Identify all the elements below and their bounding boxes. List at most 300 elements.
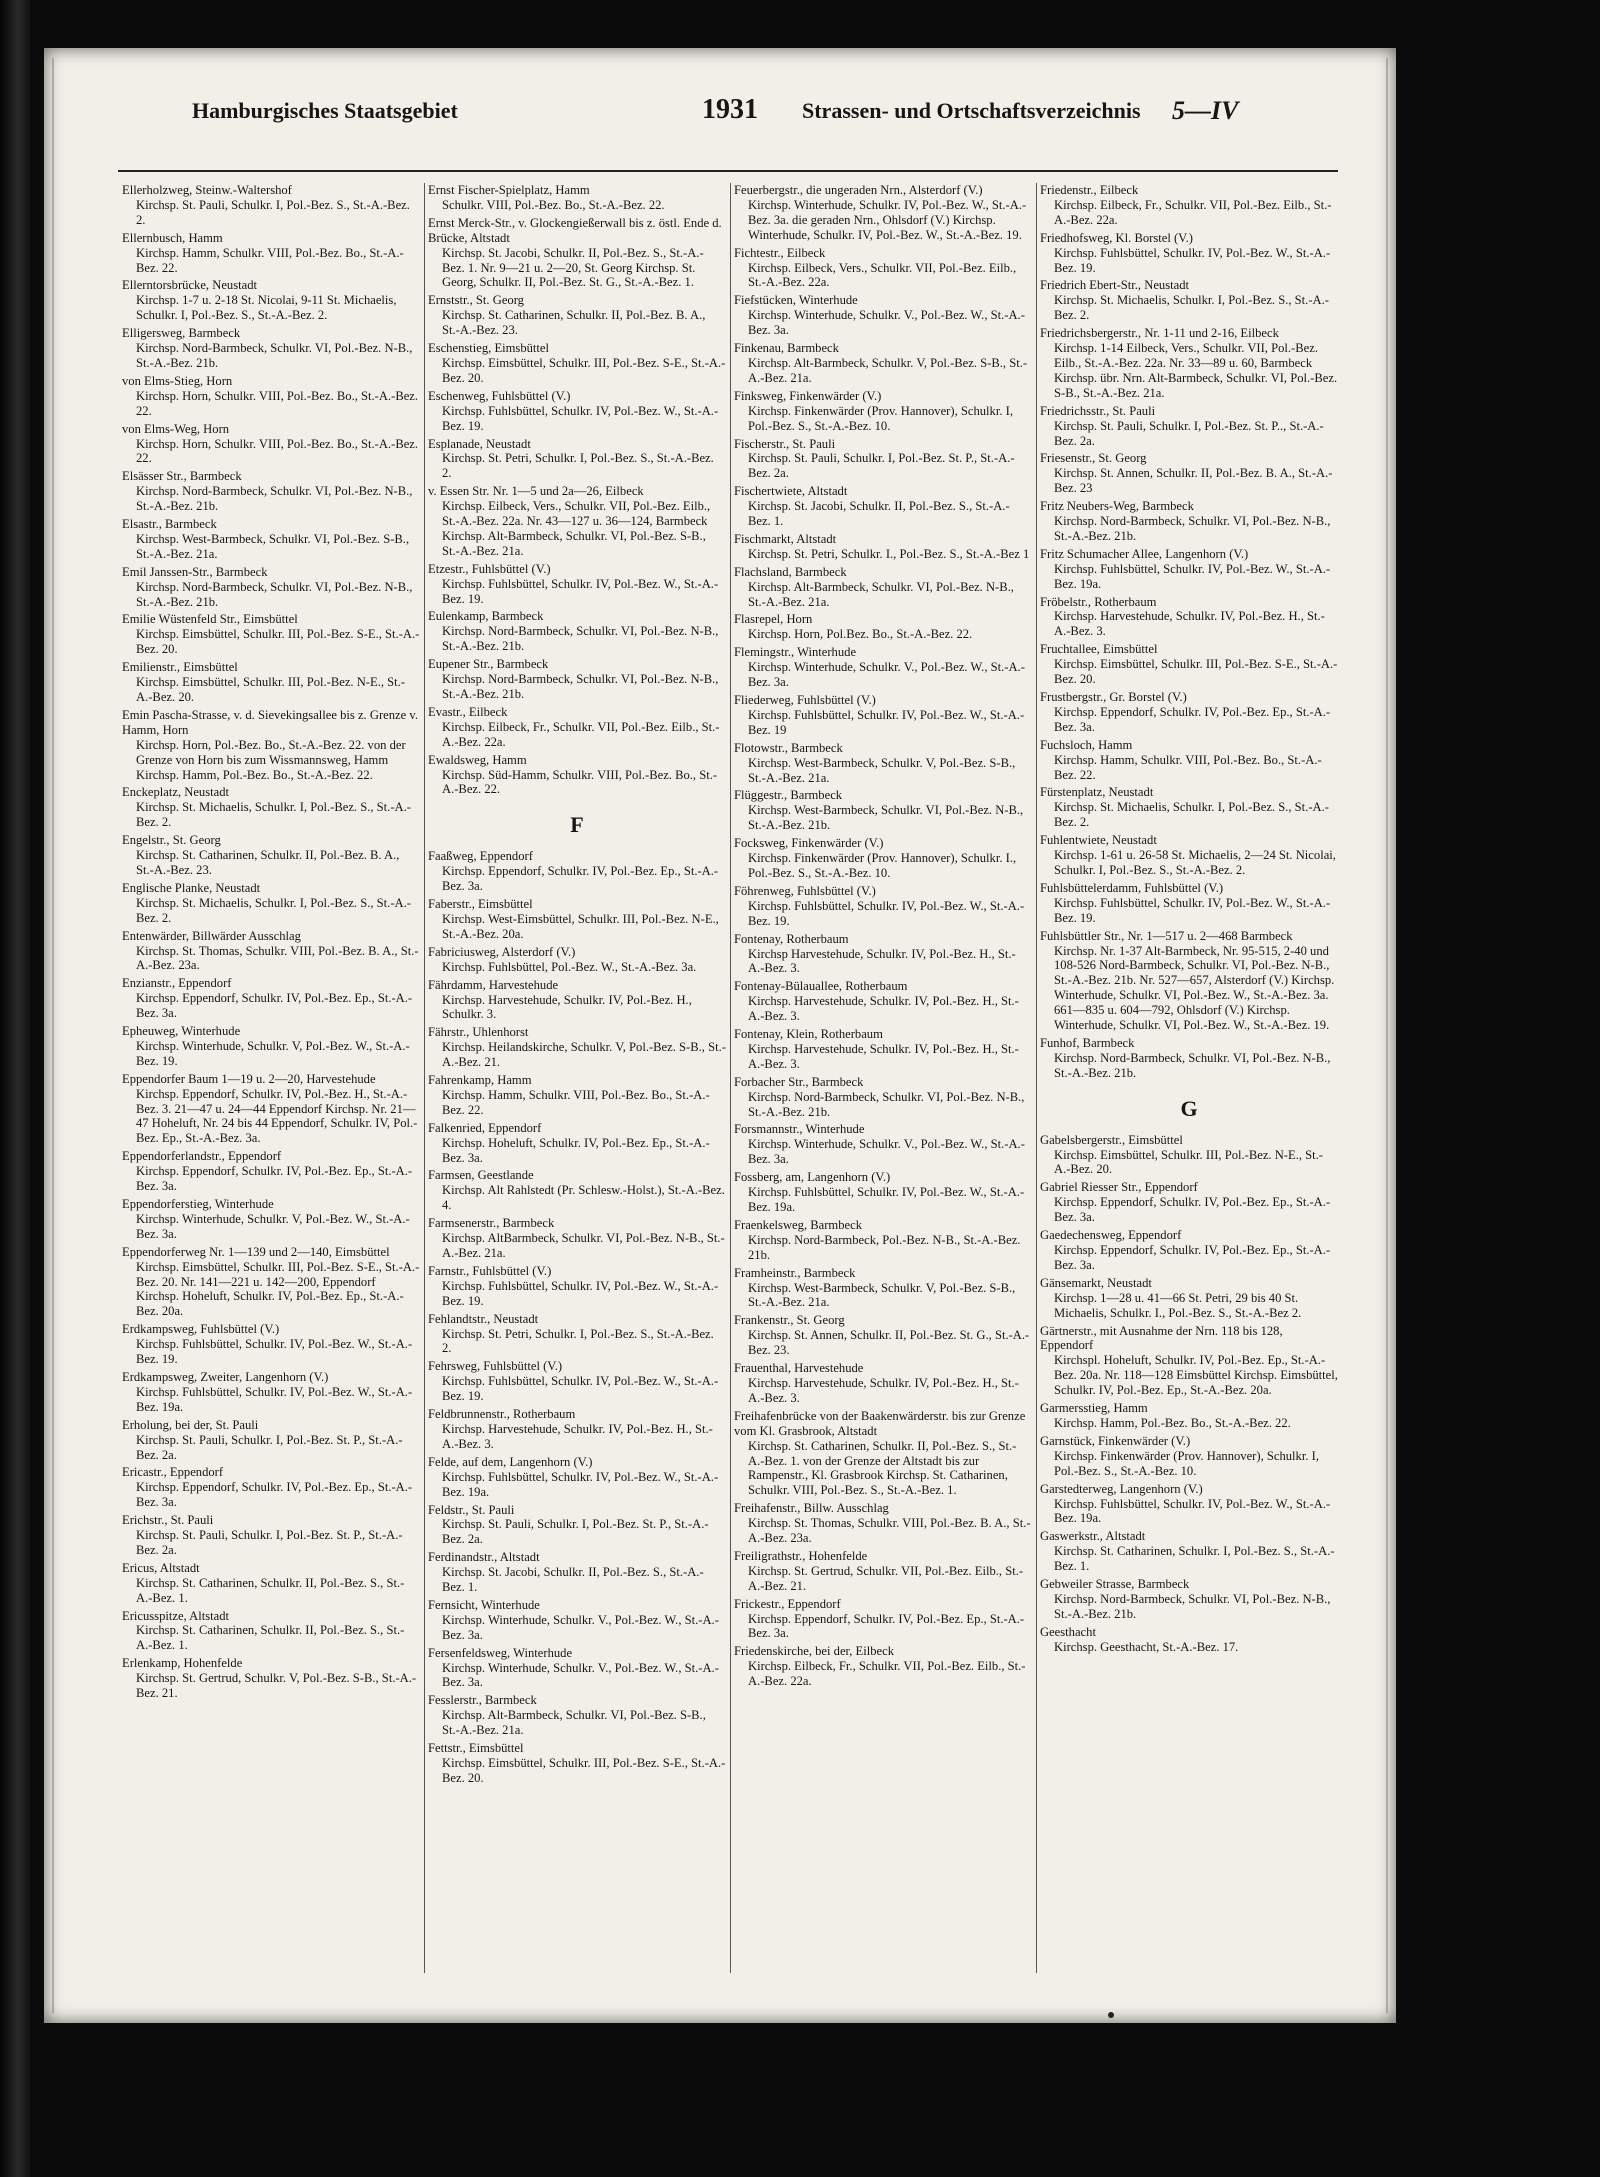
street-name: Epheuweg, Winterhude bbox=[122, 1024, 241, 1039]
street-details: Kirchsp. St. Michaelis, Schulkr. I, Pol.-Bez. S., St.-A.-Bez. 2. bbox=[136, 800, 411, 830]
street-details: Kirchsp. West-Barmbeck, Schulkr. VI, Pol.-Bez. S-B., St.-A.-Bez. 21a. bbox=[136, 531, 410, 561]
street-name: Fichtestr., Eilbeck bbox=[734, 245, 826, 260]
street-entry bbox=[734, 1409, 1032, 1498]
street-details: Kirchsp. Eilbeck, Fr., Schulkr. VII, Pol.-Bez. Eilb., St.-A.-Bez. 22a. bbox=[748, 1659, 1026, 1689]
street-name: Friedrich Ebert-Str., Neustadt bbox=[1040, 278, 1189, 293]
ink-dot bbox=[1108, 2012, 1114, 2018]
street-name: Farnstr., Fuhlsbüttel (V.) bbox=[428, 1263, 552, 1278]
street-details: Kirchsp. Harvestehude, Schulkr. IV, Pol.-Bez. H., St.-A.-Bez. 3. bbox=[748, 1041, 1019, 1071]
street-entry bbox=[428, 437, 726, 482]
street-name: Fährstr., Uhlenhorst bbox=[428, 1025, 529, 1040]
street-name: Finksweg, Finkenwärder (V.) bbox=[734, 388, 882, 403]
street-details: Kirchsp. West-Barmbeck, Schulkr. V, Pol.-Bez. S-B., St.-A.-Bez. 21a. bbox=[748, 755, 1016, 785]
street-details: Kirchsp. Fuhlsbüttel, Schulkr. IV, Pol.-Bez. W., St.-A.-Bez. 19. bbox=[1054, 245, 1331, 275]
street-name: Garstedterweg, Langenhorn (V.) bbox=[1040, 1481, 1203, 1496]
street-name: Esplanade, Neustadt bbox=[428, 436, 531, 451]
street-details: Kirchsp. Eppendorf, Schulkr. IV, Pol.-Bez. Ep., St.-A.-Bez. 3a. bbox=[136, 1480, 413, 1510]
street-entry bbox=[122, 612, 420, 657]
street-name: von Elms-Weg, Horn bbox=[122, 421, 230, 436]
street-name: Fraenkelsweg, Barmbeck bbox=[734, 1217, 862, 1232]
street-details: Kirchsp. Eilbeck, Vers., Schulkr. VII, Pol.-Bez. Eilb., St.-A.-Bez. 22a. bbox=[748, 260, 1017, 290]
street-details: Kirchsp. Nord-Barmbeck, Schulkr. VI, Pol.-Bez. N-B., St.-A.-Bez. 21b. bbox=[136, 484, 413, 514]
street-details: Kirchsp. Fuhlsbüttel, Schulkr. IV, Pol.-Bez. W., St.-A.-Bez. 19a. bbox=[442, 1469, 719, 1499]
street-details: Kirchsp. Nord-Barmbeck, Schulkr. VI, Pol.-Bez. N-B., St.-A.-Bez. 21b. bbox=[442, 672, 719, 701]
street-entry bbox=[428, 1407, 726, 1452]
street-name: Ernst Merck-Str., v. Glockengießerwall bis z. östl. Ende d. Brücke, Altstadt bbox=[428, 215, 722, 245]
street-entry bbox=[1040, 642, 1338, 687]
page-header bbox=[192, 94, 1340, 136]
street-entry bbox=[734, 1266, 1032, 1311]
street-details: Kirchsp. Fuhlsbüttel, Schulkr. IV, Pol.-Bez. W., St.-A.-Bez. 19. bbox=[442, 576, 719, 606]
street-name: Falkenried, Eppendorf bbox=[428, 1120, 542, 1135]
street-name: Eschenweg, Fuhlsbüttel (V.) bbox=[428, 388, 571, 403]
street-name: Gabriel Riesser Str., Eppendorf bbox=[1040, 1180, 1198, 1195]
street-name: Friedenstr., Eilbeck bbox=[1040, 183, 1139, 197]
street-name: Fruchtallee, Eimsbüttel bbox=[1040, 642, 1158, 657]
film-edge bbox=[0, 0, 30, 2177]
street-name: Fesslerstr., Barmbeck bbox=[428, 1693, 537, 1708]
street-details: Kirchsp. Eilbeck, Vers., Schulkr. VII, Pol.-Bez. Eilb., St.-A.-Bez. 22a. Nr. 43—127 u. 36—124, Barmbeck Kirchsp. Alt-Barmbeck, Schulkr. VI, Pol.-Bez. S-B., St.-A.-Bez. 21a. bbox=[442, 499, 711, 558]
street-details: Kirchsp. Nord-Barmbeck, Schulkr. VI, Pol.-Bez. N-B., St.-A.-Bez. 21b. bbox=[136, 579, 413, 609]
street-entry bbox=[1040, 1482, 1338, 1527]
street-name: Fischerstr., St. Pauli bbox=[734, 436, 836, 451]
street-entry bbox=[1040, 929, 1338, 1033]
street-details: Kirchsp. St. Michaelis, Schulkr. I, Pol.-Bez. S., St.-A.-Bez. 2. bbox=[1054, 293, 1329, 323]
street-entry bbox=[428, 484, 726, 559]
street-details: Kirchsp. St. Petri, Schulkr. I., Pol.-Bez. S., St.-A.-Bez 1 bbox=[748, 546, 1030, 561]
street-entry bbox=[122, 976, 420, 1021]
street-entry bbox=[122, 1609, 420, 1654]
street-details: Kirchsp. Nord-Barmbeck, Schulkr. VI, Pol.-Bez. N-B., St.-A.-Bez. 21b. bbox=[442, 624, 719, 654]
street-entry bbox=[122, 422, 420, 467]
street-name: Felde, auf dem, Langenhorn (V.) bbox=[428, 1454, 593, 1469]
street-name: Funhof, Barmbeck bbox=[1040, 1035, 1135, 1050]
street-entry bbox=[428, 657, 726, 702]
street-name: Fiefstücken, Winterhude bbox=[734, 293, 858, 308]
street-entry bbox=[734, 532, 1032, 562]
street-entry bbox=[428, 293, 726, 338]
street-details: Kirchsp. St. Catharinen, Schulkr. II, Pol.-Bez. S., St.-A.-Bez. 1. von der Grenze der Altstadt bis zur Rampenstr., Kl. Grasbrook Kirchsp. St. Catharinen, Schulkr. VIII, Pol.-Bez. S., St.-A.-Bez. 1. bbox=[748, 1438, 1017, 1498]
street-name: Gabelsbergerstr., Eimsbüttel bbox=[1040, 1132, 1183, 1147]
street-details: Kirchsp. Fuhlsbüttel, Schulkr. IV, Pol.-Bez. W., St.-A.-Bez. 19a. bbox=[748, 1185, 1025, 1214]
street-name: Englische Planke, Neustadt bbox=[122, 880, 261, 895]
street-entry bbox=[734, 484, 1032, 529]
street-name: Emil Janssen-Str., Barmbeck bbox=[122, 564, 268, 579]
street-name: Fontenay, Rotherbaum bbox=[734, 931, 849, 946]
street-details: Kirchsp. Hamm, Schulkr. VIII, Pol.-Bez. Bo., St.-A.-Bez. 22. bbox=[442, 1087, 710, 1117]
street-name: Farmsenerstr., Barmbeck bbox=[428, 1216, 555, 1231]
street-entry bbox=[1040, 499, 1338, 544]
street-entry bbox=[122, 565, 420, 610]
street-name: Erholung, bei der, St. Pauli bbox=[122, 1417, 259, 1432]
street-entry bbox=[122, 231, 420, 276]
street-details: Kirchsp. St. Annen, Schulkr. II, Pol.-Bez. B. A., St.-A.-Bez. 23 bbox=[1054, 466, 1333, 496]
street-entry bbox=[122, 881, 420, 926]
street-details: Kirchsp. Eimsbüttel, Schulkr. III, Pol.-Bez. S-E., St.-A.-Bez. 20. bbox=[442, 1756, 726, 1785]
street-details: Kirchsp. Eppendorf, Schulkr. IV, Pol.-Bez. Ep., St.-A.-Bez. 3a. bbox=[1054, 1195, 1331, 1225]
street-entry bbox=[1040, 595, 1338, 640]
street-entry bbox=[734, 565, 1032, 610]
street-details: Kirchsp. St. Thomas, Schulkr. VIII, Pol.-Bez. B. A., St.-A.-Bez. 23a. bbox=[748, 1516, 1031, 1546]
street-details: Kirchsp. AltBarmbeck, Schulkr. VI, Pol.-Bez. N-B., St.-A.-Bez. 21a. bbox=[442, 1231, 725, 1260]
street-name: Fabriciusweg, Alsterdorf (V.) bbox=[428, 944, 576, 959]
street-entry bbox=[734, 741, 1032, 786]
street-entry bbox=[734, 1597, 1032, 1642]
column-4 bbox=[1040, 183, 1338, 1983]
header-page-number: 5—IV bbox=[1172, 96, 1239, 125]
street-entry bbox=[1040, 1577, 1338, 1622]
street-details: Kirchsp. Harvestehude, Schulkr. IV, Pol.-Bez. H., St.-A.-Bez. 3. bbox=[748, 1375, 1019, 1405]
header-title-right: Strassen- und Ortschaftsverzeichnis bbox=[802, 98, 1141, 123]
street-details: Kirchsp. Fuhlsbüttel, Schulkr. IV, Pol.-Bez. W., St.-A.-Bez. 19. bbox=[748, 898, 1025, 928]
street-details: Kirchsp. Nord-Barmbeck, Schulkr. VI, Pol.-Bez. N-B., St.-A.-Bez. 21b. bbox=[1054, 514, 1331, 543]
street-entry bbox=[122, 1465, 420, 1510]
street-entry bbox=[734, 341, 1032, 386]
street-entry bbox=[428, 1168, 726, 1213]
street-details: Kirchsp. St. Thomas, Schulkr. VIII, Pol.-Bez. B. A., St.-A.-Bez. 23a. bbox=[136, 943, 419, 973]
street-entry bbox=[734, 1218, 1032, 1263]
street-name: Emin Pascha-Strasse, v. d. Sievekingsallee bis z. Grenze v. Hamm, Horn bbox=[122, 707, 418, 737]
directory-columns bbox=[122, 183, 1342, 1983]
street-entry bbox=[428, 609, 726, 654]
section-letter: G bbox=[1180, 1095, 1198, 1121]
street-name: Ellernbusch, Hamm bbox=[122, 230, 223, 245]
street-name: Fritz Schumacher Allee, Langenhorn (V.) bbox=[1040, 546, 1249, 561]
street-entry bbox=[1040, 1036, 1338, 1081]
street-name: Fährdamm, Harvestehude bbox=[428, 977, 559, 992]
street-entry bbox=[734, 437, 1032, 482]
street-details: Kirchsp. Fuhlsbüttel, Schulkr. IV, Pol.-Bez. W., St.-A.-Bez. 19. bbox=[442, 1374, 719, 1404]
street-entry bbox=[122, 1656, 420, 1701]
street-name: Friedrichsbergerstr., Nr. 1-11 und 2-16, Eilbeck bbox=[1040, 326, 1279, 341]
street-name: Flemingstr., Winterhude bbox=[734, 645, 857, 660]
street-details: Kirchsp. Winterhude, Schulkr. V., Pol.-Bez. W., St.-A.-Bez. 3a. bbox=[748, 660, 1025, 690]
street-name: Eppendorferlandstr., Eppendorf bbox=[122, 1149, 282, 1164]
street-name: Enzianstr., Eppendorf bbox=[122, 976, 232, 991]
street-entry bbox=[428, 1741, 726, 1786]
street-details: Kirchsp. Winterhude, Schulkr. V., Pol.-Bez. W., St.-A.-Bez. 3a. bbox=[748, 1137, 1025, 1167]
street-name: von Elms-Stieg, Horn bbox=[122, 373, 233, 388]
street-entry bbox=[122, 785, 420, 830]
street-entry bbox=[1040, 881, 1338, 926]
section-letter: F bbox=[570, 812, 584, 838]
street-entry bbox=[428, 341, 726, 386]
street-name: Fernsicht, Winterhude bbox=[428, 1597, 540, 1612]
street-details: Kirchsp. St. Pauli, Schulkr. I, Pol.-Bez. St. P., St.-A.-Bez. 2a. bbox=[442, 1517, 709, 1547]
street-details: Kirchsp. Harvestehude, Schulkr. IV, Pol.-Bez. H., Schulkr. 3. bbox=[442, 992, 692, 1022]
street-details: Kirchsp. Fuhlsbüttel, Schulkr. IV, Pol.-Bez. W., St.-A.-Bez. 19. bbox=[1054, 895, 1331, 925]
street-details: Kirchsp. Horn, Schulkr. VIII, Pol.-Bez. Bo., St.-A.-Bez. 22. bbox=[136, 436, 419, 466]
street-name: Framheinstr., Barmbeck bbox=[734, 1265, 856, 1280]
street-details: Kirchsp. Geesthacht, St.-A.-Bez. 17. bbox=[1054, 1639, 1239, 1654]
street-entry bbox=[428, 1359, 726, 1404]
street-name: Ferdinandstr., Altstadt bbox=[428, 1550, 540, 1565]
street-name: Faberstr., Eimsbüttel bbox=[428, 897, 533, 912]
street-name: Eppendorfer Baum 1—19 u. 2—20, Harvestehude bbox=[122, 1071, 376, 1086]
street-name: Eppendorferstieg, Winterhude bbox=[122, 1197, 274, 1211]
street-name: Flotowstr., Barmbeck bbox=[734, 740, 843, 755]
street-entry bbox=[1040, 690, 1338, 735]
street-entry bbox=[122, 1197, 420, 1242]
street-details: Kirchsp. Alt-Barmbeck, Schulkr. V, Pol.-Bez. S-B., St.-A.-Bez. 21a. bbox=[748, 355, 1028, 385]
street-details: Kirchsp. Fuhlsbüttel, Schulkr. IV, Pol.-Bez. W., St.-A.-Bez. 19 bbox=[748, 707, 1025, 737]
street-details: Kirchsp. West-Eimsbüttel, Schulkr. III, Pol.-Bez. N-E., St.-A.-Bez. 20a. bbox=[442, 911, 719, 941]
street-details: Kirchsp. Nord-Barmbeck, Schulkr. VI, Pol.-Bez. N-B., St.-A.-Bez. 21b. bbox=[748, 1089, 1025, 1119]
street-entry bbox=[428, 1550, 726, 1595]
street-details: Kirchsp. Winterhude, Schulkr. V., Pol.-Bez. W., St.-A.-Bez. 3a. bbox=[748, 308, 1025, 338]
street-entry bbox=[734, 932, 1032, 977]
street-details: Kirchsp. Finkenwärder (Prov. Hannover), Schulkr. I, Pol.-Bez. S., St.-A.-Bez. 10. bbox=[1054, 1448, 1319, 1478]
street-details: Kirchsp. Fuhlsbüttel, Pol.-Bez. W., St.-A.-Bez. 3a. bbox=[442, 959, 697, 974]
street-entry bbox=[428, 183, 726, 213]
street-name: Gaswerkstr., Altstadt bbox=[1040, 1529, 1146, 1544]
street-entry bbox=[734, 645, 1032, 690]
street-entry bbox=[1040, 1434, 1338, 1479]
street-details: Kirchsp. Alt-Barmbeck, Schulkr. VI, Pol.-Bez. N-B., St.-A.-Bez. 21a. bbox=[748, 579, 1014, 609]
street-entry bbox=[428, 849, 726, 894]
street-details: Kirchsp. Horn, Pol.-Bez. Bo., St.-A.-Bez. 22. von der Grenze von Horn bis zum Wissmannsweg, Hamm Kirchsp. Hamm, Pol.-Bez. Bo., St.-A.-Bez. 22. bbox=[136, 737, 406, 782]
street-name: Fritz Neubers-Weg, Barmbeck bbox=[1040, 499, 1194, 514]
street-entry bbox=[734, 1075, 1032, 1120]
street-name: Freiligrathstr., Hohenfelde bbox=[734, 1548, 868, 1563]
street-name: Emilie Wüstenfeld Str., Eimsbüttel bbox=[122, 612, 298, 627]
street-name: Forsmannstr., Winterhude bbox=[734, 1122, 865, 1137]
street-name: Gaedechensweg, Eppendorf bbox=[1040, 1228, 1182, 1243]
street-details: Kirchsp. Nord-Barmbeck, Schulkr. VI, Pol.-Bez. N-B., St.-A.-Bez. 21b. bbox=[1054, 1591, 1331, 1621]
street-entry bbox=[122, 1418, 420, 1463]
street-details: Kirchsp. St. Jacobi, Schulkr. II, Pol.-Bez. S., St.-A.-Bez. 1. Nr. 9—21 u. 2—20, St. Georg Kirchsp. St. Georg, Schulkr. II, Pol.-Bez. St. G., St.-A.-Bez. 1. bbox=[442, 245, 704, 290]
street-name: Fuhlentwiete, Neustadt bbox=[1040, 833, 1157, 848]
street-name: Freihafenbrücke von der Baakenwärderstr. bis zur Grenze vom Kl. Grasbrook, Altstadt bbox=[734, 1408, 1026, 1438]
street-name: Focksweg, Finkenwärder (V.) bbox=[734, 836, 884, 851]
street-entry bbox=[122, 517, 420, 562]
street-entry bbox=[428, 1264, 726, 1309]
street-name: Frauenthal, Harvestehude bbox=[734, 1361, 864, 1376]
street-details: Kirchsp. St. Catharinen, Schulkr. II, Pol.-Bez. B. A., St.-A.-Bez. 23. bbox=[442, 308, 706, 338]
street-name: Ernststr., St. Georg bbox=[428, 293, 524, 308]
street-details: Kirchsp. Alt-Barmbeck, Schulkr. VI, Pol.-Bez. S-B., St.-A.-Bez. 21a. bbox=[442, 1708, 706, 1738]
street-details: Kirchsp. St. Pauli, Schulkr. I, Pol.-Bez. St. P., St.-A.-Bez. 2a. bbox=[136, 1432, 403, 1462]
street-details: Kirchsp. Nord-Barmbeck, Pol.-Bez. N-B., St.-A.-Bez. 21b. bbox=[748, 1232, 1021, 1262]
header-rule bbox=[118, 170, 1338, 172]
street-name: Garnstück, Finkenwärder (V.) bbox=[1040, 1433, 1191, 1448]
header-title-left: Hamburgisches Staatsgebiet bbox=[192, 98, 458, 123]
street-details: Kirchsp. Eppendorf, Schulkr. IV, Pol.-Bez. Ep., St.-A.-Bez. 3a. bbox=[442, 864, 719, 894]
street-details: Kirchsp. Heilandskirche, Schulkr. V, Pol.-Bez. S-B., St.-A.-Bez. 21. bbox=[442, 1040, 726, 1070]
street-name: Ericus, Altstadt bbox=[122, 1560, 200, 1575]
street-name: Erlenkamp, Hohenfelde bbox=[122, 1656, 243, 1671]
street-entry bbox=[122, 1024, 420, 1069]
street-details: Kirchsp. Eppendorf, Schulkr. IV, Pol.-Bez. Ep., St.-A.-Bez. 3a. bbox=[136, 991, 413, 1021]
street-entry bbox=[428, 1121, 726, 1166]
street-entry bbox=[734, 1313, 1032, 1358]
street-entry bbox=[1040, 1276, 1338, 1321]
street-details: Kirchsp. Fuhlsbüttel, Schulkr. IV, Pol.-Bez. W., St.-A.-Bez. 19. bbox=[136, 1337, 413, 1367]
street-entry bbox=[1040, 326, 1338, 401]
street-name: Gänsemarkt, Neustadt bbox=[1040, 1275, 1152, 1290]
street-details: Kirchsp. St. Jacobi, Schulkr. II, Pol.-Bez. S., St.-A.-Bez. 1. bbox=[748, 499, 1010, 529]
street-details: Kirchsp. 1—28 u. 41—66 St. Petri, 29 bis 40 St. Michaelis, Schulkr. I., Pol.-Bez. S., St.-A.-Bez 2. bbox=[1054, 1290, 1302, 1320]
street-details: Kirchsp. Harvestehude, Schulkr. IV, Pol.-Bez. H., St.-A.-Bez. 3. bbox=[748, 994, 1019, 1024]
street-details: Kirchsp. Süd-Hamm, Schulkr. VIII, Pol.-Bez. Bo., St.-A.-Bez. 22. bbox=[442, 767, 718, 797]
street-details: Kirchsp. St. Jacobi, Schulkr. II, Pol.-Bez. S., St.-A.-Bez. 1. bbox=[442, 1565, 704, 1595]
street-details: Kirchsp. St. Catharinen, Schulkr. II, Pol.-Bez. B. A., St.-A.-Bez. 23. bbox=[136, 848, 400, 877]
street-details: Kirchsp. Harvestehude, Schulkr. IV, Pol.-Bez. H., St.-A.-Bez. 3. bbox=[442, 1421, 713, 1451]
street-details: Kirchsp. St. Michaelis, Schulkr. I, Pol.-Bez. S., St.-A.-Bez. 2. bbox=[136, 895, 411, 925]
street-entry bbox=[428, 562, 726, 607]
street-details: Kirchsp. Eppendorf, Schulkr. IV, Pol.-Bez. Ep., St.-A.-Bez. 3a. bbox=[1054, 704, 1331, 734]
street-details: Kirchsp. Eppendorf, Schulkr. IV, Pol.-Bez. Ep., St.-A.-Bez. 3a. bbox=[136, 1164, 413, 1194]
street-entry bbox=[1040, 1228, 1338, 1273]
street-details: Kirchsp. West-Barmbeck, Schulkr. VI, Pol.-Bez. N-B., St.-A.-Bez. 21b. bbox=[748, 803, 1024, 833]
street-name: Fröbelstr., Rotherbaum bbox=[1040, 594, 1157, 609]
street-details: Schulkr. VIII, Pol.-Bez. Bo., St.-A.-Bez. 22. bbox=[442, 197, 665, 212]
street-name: Fuchsloch, Hamm bbox=[1040, 737, 1133, 752]
street-details: Kirchsp. Eppendorf, Schulkr. IV, Pol.-Bez. Ep., St.-A.-Bez. 3a. bbox=[748, 1611, 1025, 1641]
street-name: Feldstr., St. Pauli bbox=[428, 1502, 515, 1517]
street-name: Gebweiler Strasse, Barmbeck bbox=[1040, 1577, 1190, 1592]
street-entry bbox=[428, 705, 726, 750]
street-name: Enckeplatz, Neustadt bbox=[122, 785, 230, 800]
street-details: Kirchsp. St. Annen, Schulkr. II, Pol.-Bez. St. G., St.-A.-Bez. 23. bbox=[748, 1328, 1030, 1358]
street-entry bbox=[1040, 833, 1338, 878]
street-name: Gärtnerstr., mit Ausnahme der Nrn. 118 bis 128, Eppendorf bbox=[1040, 1323, 1283, 1353]
street-name: Frankenstr., St. Georg bbox=[734, 1313, 845, 1328]
street-details: Kirchsp. Alt Rahlstedt (Pr. Schlesw.-Holst.), St.-A.-Bez. 4. bbox=[442, 1183, 725, 1213]
street-name: Erdkampsweg, Fuhlsbüttel (V.) bbox=[122, 1322, 280, 1337]
street-details: Kirchsp. Eimsbüttel, Schulkr. III, Pol.-Bez. S-E., St.-A.-Bez. 20. bbox=[442, 355, 726, 385]
street-name: Feldbrunnenstr., Rotherbaum bbox=[428, 1407, 576, 1422]
street-entry bbox=[428, 389, 726, 434]
street-entry bbox=[1040, 1180, 1338, 1225]
street-entry bbox=[1040, 785, 1338, 830]
street-name: Farmsen, Geestlande bbox=[428, 1168, 534, 1183]
street-name: Erdkampsweg, Zweiter, Langenhorn (V.) bbox=[122, 1369, 329, 1384]
street-entry bbox=[1040, 1324, 1338, 1399]
street-name: Ellerntorsbrücke, Neustadt bbox=[122, 278, 257, 293]
street-entry bbox=[428, 1503, 726, 1548]
street-name: Fettstr., Eimsbüttel bbox=[428, 1741, 524, 1756]
street-entry bbox=[122, 374, 420, 419]
street-entry bbox=[428, 1646, 726, 1691]
street-name: v. Essen Str. Nr. 1—5 und 2a—26, Eilbeck bbox=[428, 484, 644, 499]
street-name: Fuhlsbüttelerdamm, Fuhlsbüttel (V.) bbox=[1040, 880, 1224, 895]
street-details: Kirchsp. Nr. 1-37 Alt-Barmbeck, Nr. 95-515, 2-40 und 108-526 Nord-Barmbeck, Schulkr. VI, Pol.-Bez. N-B., St.-A.-Bez. 21b. Nr. 527—657, Alsterdorf (V.) Kirchsp. Winterhude, Schulkr. VI, Pol.-Bez. W., St.-A.-Bez. 3a. 661—835 u. 604—792, Ohlsdorf (V.) Kirchsp. Winterhude, Schulkr. VI, Pol.-Bez. W., St.-A.-Bez. 19. bbox=[1054, 943, 1335, 1033]
street-entry bbox=[734, 1170, 1032, 1215]
street-entry bbox=[122, 183, 420, 228]
street-entry bbox=[734, 979, 1032, 1024]
street-entry bbox=[734, 612, 1032, 642]
street-entry bbox=[122, 1513, 420, 1558]
street-details: Kirchsp. St. Petri, Schulkr. I, Pol.-Bez. S., St.-A.-Bez. 2. bbox=[442, 451, 714, 481]
street-details: Kirchsp. Fuhlsbüttel, Schulkr. IV, Pol.-Bez. W., St.-A.-Bez. 19. bbox=[442, 403, 719, 433]
street-name: Faaßweg, Eppendorf bbox=[428, 849, 533, 864]
street-details: Kirchsp. 1-61 u. 26-58 St. Michaelis, 2—24 St. Nicolai, Schulkr. I, Pol.-Bez. S., St.-A.-Bez. 2. bbox=[1054, 848, 1336, 877]
street-entry bbox=[428, 1216, 726, 1261]
street-name: Föhrenweg, Fuhlsbüttel (V.) bbox=[734, 883, 876, 898]
street-name: Ewaldsweg, Hamm bbox=[428, 752, 527, 767]
street-entry bbox=[734, 1501, 1032, 1546]
street-entry bbox=[734, 788, 1032, 833]
column-divider bbox=[1036, 183, 1037, 1973]
street-details: Kirchsp. West-Barmbeck, Schulkr. V, Pol.-Bez. S-B., St.-A.-Bez. 21a. bbox=[748, 1280, 1016, 1310]
street-entry bbox=[1040, 738, 1338, 783]
street-name: Fehrsweg, Fuhlsbüttel (V.) bbox=[428, 1359, 563, 1374]
street-entry bbox=[122, 929, 420, 974]
street-details: Kirchsp. St. Pauli, Schulkr. I, Pol.-Bez. St. P.., St.-A.-Bez. 2a. bbox=[1054, 418, 1324, 448]
street-details: Kirchsp. Hamm, Pol.-Bez. Bo., St.-A.-Bez. 22. bbox=[1054, 1415, 1291, 1430]
street-entry bbox=[122, 1370, 420, 1415]
street-details: Kirchsp. Horn, Schulkr. VIII, Pol.-Bez. Bo., St.-A.-Bez. 22. bbox=[136, 388, 419, 418]
street-entry bbox=[734, 1549, 1032, 1594]
street-details: Kirchsp. Nord-Barmbeck, Schulkr. VI, Pol.-Bez. N-B., St.-A.-Bez. 21b. bbox=[1054, 1050, 1331, 1080]
street-name: Friedrichsstr., St. Pauli bbox=[1040, 403, 1156, 418]
street-name: Fliederweg, Fuhlsbüttel (V.) bbox=[734, 693, 876, 707]
street-entry bbox=[1040, 183, 1338, 228]
street-name: Eschenstieg, Eimsbüttel bbox=[428, 341, 550, 356]
column-2 bbox=[428, 183, 726, 1983]
street-details: Kirchsp. Eimsbüttel, Schulkr. III, Pol.-Bez. S-E., St.-A.-Bez. 20. bbox=[1054, 657, 1338, 687]
street-entry bbox=[1040, 451, 1338, 496]
street-entry bbox=[428, 1025, 726, 1070]
street-entry bbox=[734, 1122, 1032, 1167]
street-details: Kirchsp. Winterhude, Schulkr. V, Pol.-Bez. W., St.-A.-Bez. 19. bbox=[136, 1038, 410, 1068]
street-details: Kirchsp. St. Michaelis, Schulkr. I, Pol.-Bez. S., St.-A.-Bez. 2. bbox=[1054, 800, 1329, 830]
street-entry bbox=[734, 836, 1032, 881]
street-name: Fischertwiete, Altstadt bbox=[734, 484, 848, 499]
street-name: Ericastr., Eppendorf bbox=[122, 1465, 224, 1480]
street-name: Frickestr., Eppendorf bbox=[734, 1596, 841, 1611]
street-name: Evastr., Eilbeck bbox=[428, 704, 508, 719]
street-name: Fuhlsbüttler Str., Nr. 1—517 u. 2—468 Barmbeck bbox=[1040, 928, 1293, 943]
street-details: Kirchsp. Hamm, Schulkr. VIII, Pol.-Bez. Bo., St.-A.-Bez. 22. bbox=[136, 245, 404, 275]
street-name: Frustbergstr., Gr. Borstel (V.) bbox=[1040, 690, 1187, 704]
street-name: Forbacher Str., Barmbeck bbox=[734, 1074, 864, 1089]
street-entry bbox=[122, 660, 420, 705]
street-details: Kirchsp Harvestehude, Schulkr. IV, Pol.-Bez. H., St.-A.-Bez. 3. bbox=[748, 946, 1016, 976]
street-entry bbox=[428, 1693, 726, 1738]
street-name: Eulenkamp, Barmbeck bbox=[428, 609, 544, 624]
street-entry bbox=[734, 693, 1032, 738]
column-divider bbox=[424, 183, 425, 1973]
street-entry bbox=[734, 1027, 1032, 1072]
street-name: Elsastr., Barmbeck bbox=[122, 517, 217, 532]
street-details: Kirchsp. Finkenwärder (Prov. Hannover), Schulkr. I, Pol.-Bez. S., St.-A.-Bez. 10. bbox=[748, 403, 1013, 433]
street-name: Fürstenplatz, Neustadt bbox=[1040, 785, 1154, 800]
street-entry bbox=[428, 978, 726, 1023]
street-entry bbox=[122, 1561, 420, 1606]
street-entry bbox=[428, 897, 726, 942]
street-name: Finkenau, Barmbeck bbox=[734, 341, 839, 356]
street-details: Kirchsp. Winterhude, Schulkr. V, Pol.-Bez. W., St.-A.-Bez. 3a. bbox=[136, 1211, 410, 1241]
street-name: Fahrenkamp, Hamm bbox=[428, 1073, 532, 1088]
street-details: Kirchsp. Winterhude, Schulkr. IV, Pol.-Bez. W., St.-A.-Bez. 3a. die geraden Nrn., Ohlsdorf (V.) Kirchsp. Winterhude, Schulkr. IV, Pol.-Bez. W., St.-A.-Bez. 19. bbox=[748, 197, 1027, 242]
street-name: Flasrepel, Horn bbox=[734, 612, 813, 627]
column-divider bbox=[730, 183, 731, 1973]
street-name: Fersenfeldsweg, Winterhude bbox=[428, 1645, 573, 1660]
street-name: Eupener Str., Barmbeck bbox=[428, 657, 549, 672]
street-details: Kirchsp. St. Gertrud, Schulkr. V, Pol.-Bez. S-B., St.-A.-Bez. 21. bbox=[136, 1671, 417, 1701]
street-details: Kirchsp. Eppendorf, Schulkr. IV, Pol.-Bez. Ep., St.-A.-Bez. 3a. bbox=[1054, 1243, 1331, 1272]
street-details: Kirchsp. Fuhlsbüttel, Schulkr. IV, Pol.-Bez. W., St.-A.-Bez. 19. bbox=[442, 1278, 719, 1308]
street-name: Fontenay, Klein, Rotherbaum bbox=[734, 1027, 883, 1042]
street-name: Garmersstieg, Hamm bbox=[1040, 1401, 1148, 1416]
street-entry bbox=[1040, 404, 1338, 449]
street-details: Kirchsp. Eilbeck, Fr., Schulkr. VII, Pol.-Bez. Eilb., St.-A.-Bez. 22a. bbox=[1054, 197, 1332, 227]
street-entry bbox=[122, 326, 420, 371]
street-details: Kirchsp. St. Pauli, Schulkr. I, Pol.-Bez. S., St.-A.-Bez. 2. bbox=[136, 197, 410, 227]
street-entry bbox=[734, 293, 1032, 338]
